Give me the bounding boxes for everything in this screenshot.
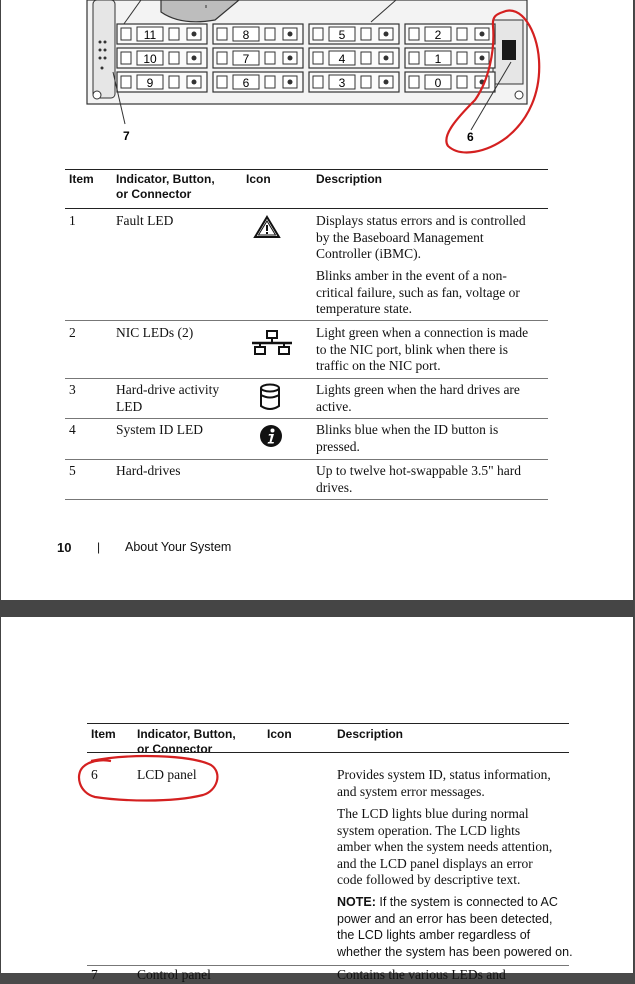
description-line: The LCD lights blue during normal	[337, 806, 529, 821]
row-item-number: 5	[69, 463, 76, 478]
note-block	[337, 894, 573, 960]
drive-bay-number: 3	[338, 76, 346, 90]
drive-bay	[309, 48, 399, 68]
callout-6: 6	[467, 130, 474, 144]
drive-bay-number: 0	[434, 76, 442, 90]
row-description	[316, 422, 498, 455]
red-annotation-circle	[71, 753, 231, 805]
row-divider	[65, 378, 548, 379]
row-name-line: Hard-drive activity	[116, 382, 220, 397]
row-name: System ID LED	[116, 422, 203, 437]
drive-bay	[213, 24, 303, 44]
description-line: Blinks blue when the ID button is	[316, 422, 499, 437]
col-header-indicator-line2: or Connector	[116, 187, 192, 201]
network-icon	[251, 330, 293, 356]
col-header-icon: Icon	[246, 172, 271, 186]
col-header-indicator-line2: or Connector	[137, 742, 213, 756]
row-name: Control panel	[137, 967, 211, 982]
footer-section-title: About Your System	[125, 540, 232, 554]
col-header-item: Item	[91, 727, 116, 741]
hard-drive-cylinder-icon	[259, 383, 281, 411]
drive-bay	[117, 48, 207, 68]
document-page-2	[0, 617, 634, 982]
row-item-number: 3	[69, 382, 76, 397]
col-header-indicator	[116, 172, 215, 202]
drive-bay-number: 6	[242, 76, 250, 90]
row-name: Hard-drives	[116, 463, 181, 478]
row-description	[316, 325, 528, 375]
note-line: the LCD lights amber regardless of	[337, 928, 531, 942]
row-item-number: 7	[91, 967, 98, 982]
row-item-number: 6	[91, 767, 98, 782]
drive-bay-number: 11	[143, 28, 157, 42]
drive-bay	[405, 48, 495, 68]
info-icon	[259, 424, 283, 448]
drive-bay	[405, 24, 495, 44]
description-line: temperature state.	[316, 301, 412, 316]
drive-bay	[117, 24, 207, 44]
col-header-description: Description	[337, 727, 404, 741]
row-name: LCD panel	[137, 767, 197, 782]
description-line: and system error messages.	[337, 783, 485, 799]
col-header-icon: Icon	[267, 727, 292, 741]
note-label: NOTE:	[337, 895, 376, 909]
drive-bay-number: 5	[338, 28, 346, 42]
warning-triangle-icon	[254, 216, 280, 238]
drive-bay-number: 8	[242, 28, 250, 42]
description-line: Displays status errors and is controlled	[316, 213, 526, 228]
row-item-number: 2	[69, 325, 76, 340]
drive-bay	[309, 72, 399, 92]
description-line: Blinks amber in the event of a non-	[316, 268, 507, 283]
drive-bay-number: 7	[242, 52, 250, 66]
drive-bay-number: 2	[434, 28, 442, 42]
description-line: drives.	[316, 479, 353, 495]
drive-bay-number: 10	[143, 52, 157, 66]
callout-7: 7	[123, 129, 130, 143]
note-line: whether the system has been powered on.	[337, 944, 573, 959]
header-bottom-rule	[65, 208, 548, 209]
row-name-line: LED	[116, 398, 143, 414]
row-divider	[65, 320, 548, 321]
col-header-description: Description	[316, 172, 383, 186]
drive-bay	[309, 24, 399, 44]
description-line: critical failure, such as fan, voltage or	[316, 284, 520, 300]
row-name	[116, 382, 219, 415]
row-item-number: 4	[69, 422, 76, 437]
description-line: amber when the system needs attention,	[337, 839, 553, 854]
description-line: and the LCD panel displays an error	[337, 855, 533, 871]
row-description	[316, 382, 520, 415]
description-line: to the NIC port, blink when there is	[316, 341, 508, 357]
description-line: Provides system ID, status information,	[337, 767, 551, 782]
description-line: system operation. The LCD lights	[337, 822, 521, 838]
page-gap	[0, 600, 634, 617]
row-description-extra	[316, 268, 520, 318]
row-description-extra	[337, 806, 552, 889]
drive-bay-number: 4	[338, 52, 346, 66]
row-name: Fault LED	[116, 213, 174, 228]
row-description	[316, 463, 521, 496]
row-description: Contains the various LEDs and	[337, 967, 506, 982]
footer-separator: |	[97, 540, 101, 554]
row-description	[316, 213, 526, 263]
col-header-indicator-line1: Indicator, Button,	[137, 727, 236, 741]
description-line: code followed by descriptive text.	[337, 872, 521, 887]
row-divider	[87, 965, 569, 966]
description-line: traffic on the NIC port.	[316, 358, 441, 373]
row-name: NIC LEDs (2)	[116, 325, 194, 340]
row-item-number: 1	[69, 213, 76, 228]
page-number: 10	[57, 540, 72, 555]
description-line: by the Baseboard Management	[316, 229, 484, 245]
row-divider	[65, 499, 548, 500]
table-top-rule	[65, 169, 548, 170]
description-line: Light green when a connection is made	[316, 325, 529, 340]
drive-bay	[117, 72, 207, 92]
description-line: pressed.	[316, 438, 360, 454]
row-divider	[65, 459, 548, 460]
row-description	[337, 767, 551, 800]
note-line: If the system is connected to AC	[375, 895, 558, 909]
description-line: active.	[316, 398, 352, 414]
description-line: Controller (iBMC).	[316, 246, 421, 261]
description-line: Up to twelve hot-swappable 3.5" hard	[316, 463, 521, 478]
drive-bay	[213, 48, 303, 68]
drive-bay	[213, 72, 303, 92]
note-line: power and an error has been detected,	[337, 911, 553, 926]
drive-bay-number: 1	[434, 52, 442, 66]
description-line: Lights green when the hard drives are	[316, 382, 520, 397]
col-header-item: Item	[69, 172, 94, 186]
server-front-panel-diagram	[1, 0, 635, 160]
table-top-rule	[87, 723, 569, 724]
col-header-indicator-line1: Indicator, Button,	[116, 172, 215, 186]
row-divider	[65, 418, 548, 419]
drive-bay-number: 9	[146, 76, 154, 90]
